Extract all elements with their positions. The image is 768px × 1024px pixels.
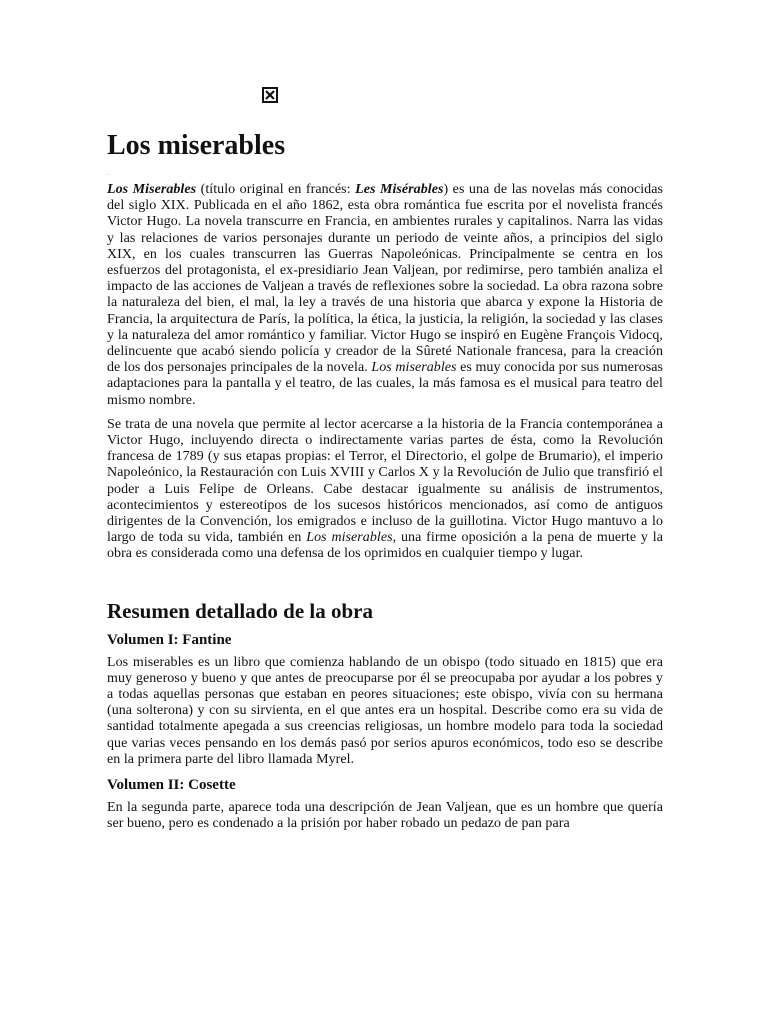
intro-p2-italic-title: Los miserables [306,530,393,546]
intro-p1-italic-title: Los miserables [371,360,457,376]
page-title: Los miserables [107,130,286,161]
intro-p1-text-c: es muy conocida por sus numerosas adaptaciones para la pantalla y el teatro, de las cuales, la más famosa es el musical para teatro del mismo nombre. [107,360,663,408]
volume-1-text: Los miserables es un libro que comienza hablando de un obispo (todo situado en 1815) que era muy generoso y bueno y que antes de preocuparse por él se preocupaba por ayudar a los pobres y a todas aquellas personas que estaban en peores situaciones; este obispo, vivía con su hermana (una solterona) y con su sirvienta, en el que antes era un hospital. Describe como era su vida de santidad totalmente apegada a sus creencias religiosas, un hombre modelo para toda la sociedad que varias veces pensando en los demás pasó por serios apuros económicos, todo eso se describe en la primera parte del libro llamada Myrel. [107,654,663,767]
volume-2-title: Volumen II: Cosette [107,777,236,794]
intro-paragraph-2 [107,417,663,563]
intro-p1-text-b: ) es una de las novelas más conocidas del siglo XIX. Publicada en el año 1862, esta obra romántica fue escrita por el novelista francés Victor Hugo. La novela transcurre en Francia, en ambientes rurales y capitalinos. Narra las vidas y las relaciones de varios personajes durante un periodo de veinte años, a principios del siglo XIX, en los cuales transcurren las Guerras Napoleónicas. Principalmente se centra en los esfuerzos del protagonista, el ex-presidiario Jean Valjean, por redimirse, pero también analiza el impacto de las acciones de Valjean a través de reflexiones sobre la sociedad. La obra razona sobre la naturaleza del bien, el mal, la ley a través de una historia que abarca y expone la Historia de Francia, la arquitectura de París, la política, la ética, la justicia, la religión, la sociedad y las clases y la naturaleza del amor romántico y familiar. Victor Hugo se inspiró en Eugène François Vidocq, delincuente que acabó siendo policía y creador de la Sûreté Nationale francesa, para la creación de los dos personajes principales de la novela. [107,182,663,376]
intro-p2-text-a: Se trata de una novela que permite al lector acercarse a la historia de la Francia contemporánea a Victor Hugo, incluyendo directa o indirectamente varias partes de ésta, como la Revolución francesa de 1789 (y sus etapas propias: el Terror, el Directorio, el golpe de Brumario), el imperio Napoleónico, la Restauración con Luis XVIII y Carlos X y la Revolución de Julio que transfirió el poder a Luis Felipe de Orleans. Cabe destacar igualmente su análisis de instrumentos, acontecimientos y estereotipos de los sucesos históricos mencionados, así como de antiguos dirigentes de la Convención, los emigrados e incluso de la guillotina. Victor Hugo mantuvo a lo largo de toda su vida, también en [107,416,663,546]
intro-p1-bold-title: Los Miserables [107,182,197,197]
summary-heading: Resumen detallado de la obra [107,598,374,623]
volume-2-text: En la segunda parte, aparece toda una descripción de Jean Valjean, que es un hombre que quería ser bueno, pero es condenado a la prisión por haber robado un pedazo de pan para [107,800,663,832]
broken-image-icon [262,87,278,103]
volume-1-title: Volumen I: Fantine [107,631,232,648]
intro-p1-bold-original-title: Les Misérables [355,182,444,197]
intro-p2-text-b: , una firme oposición a la pena de muerte y la obra es considerada como una defensa de los oprimidos en cualquier tiempo y lugar. [107,530,663,562]
intro-paragraph-1 [107,182,663,409]
broken-image-cross [264,89,276,101]
stray-dot: . [107,171,109,177]
document-content [107,126,663,841]
intro-p1-text-a: (título original en francés: [196,182,356,197]
